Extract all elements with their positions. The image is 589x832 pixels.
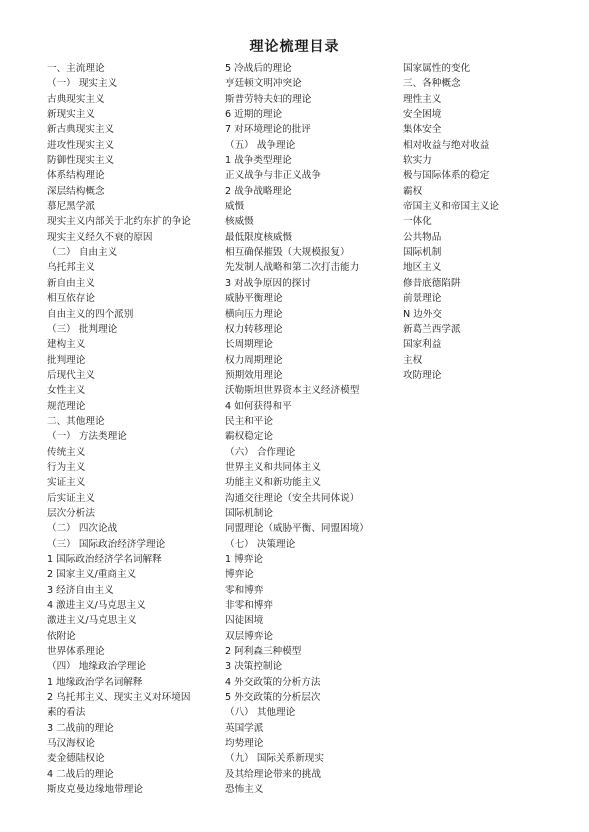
toc-entry: 横向压力理论 bbox=[225, 308, 283, 320]
toc-entry: 世界体系理论 bbox=[47, 646, 105, 658]
toc-entry: 国家利益 bbox=[403, 339, 442, 351]
toc-entry: 1 地缘政治学名词解释 bbox=[47, 676, 143, 688]
toc-entry: 3 对战争原因的探讨 bbox=[225, 277, 311, 289]
toc-column-2 bbox=[225, 61, 401, 798]
toc-entry: 及其给理论带来的挑战 bbox=[225, 768, 321, 780]
toc-entry: 2 战争战略理论 bbox=[225, 185, 292, 197]
toc-entry: 新古典现实主义 bbox=[47, 124, 115, 136]
toc-entry: 女性主义 bbox=[47, 385, 86, 397]
toc-entry: 3 二战前的理论 bbox=[47, 722, 114, 734]
toc-entry: 权力周期理论 bbox=[225, 354, 283, 366]
toc-entry: 亨廷顿文明冲突论 bbox=[225, 78, 302, 90]
toc-entry: （三） 国际政治经济学理论 bbox=[47, 538, 166, 550]
toc-entry: 2 国家主义/重商主义 bbox=[47, 569, 137, 581]
toc-entry: 一体化 bbox=[403, 216, 432, 228]
toc-entry: 素的看法 bbox=[47, 707, 86, 719]
toc-entry: 沟通交往理论（安全共同体说） bbox=[225, 492, 360, 504]
toc-entry: 前景理论 bbox=[403, 293, 442, 305]
toc-entry: 国际机制 bbox=[403, 247, 442, 259]
toc-entry: 核威慑 bbox=[225, 216, 254, 228]
toc-entry: 规范理论 bbox=[47, 400, 86, 412]
toc-entry: 1 博弈论 bbox=[225, 554, 263, 565]
toc-entry: 威胁平衡理论 bbox=[225, 293, 283, 305]
toc-entry: 斯普劳特夫妇的理论 bbox=[225, 93, 312, 105]
toc-entry: 修昔底德陷阱 bbox=[403, 277, 461, 289]
toc-entry: 零和博弈 bbox=[225, 584, 264, 596]
toc-entry: 权力转移理论 bbox=[225, 323, 283, 335]
toc-entry: 极与国际体系的稳定 bbox=[403, 170, 490, 182]
toc-entry: 恐怖主义 bbox=[225, 784, 264, 796]
toc-entry: 一、主流理论 bbox=[47, 63, 105, 74]
toc-entry: 威慑 bbox=[225, 201, 245, 213]
toc-entry: 均势理论 bbox=[225, 738, 264, 750]
toc-entry: 沃勒斯坦世界资本主义经济模型 bbox=[225, 385, 360, 397]
toc-entry: 民主和平论 bbox=[225, 415, 273, 427]
toc-entry: 英国学派 bbox=[225, 722, 264, 734]
toc-entry: 同盟理论（威胁平衡、同盟困境） bbox=[225, 523, 369, 535]
toc-entry: 4 激进主义/马克思主义 bbox=[47, 600, 146, 612]
toc-entry: 5 外交政策的分析层次 bbox=[225, 692, 321, 704]
toc-entry: （二） 自由主义 bbox=[47, 247, 118, 259]
toc-entry: 现实主义经久不衰的原因 bbox=[47, 231, 153, 243]
toc-entry: 麦金德陆权论 bbox=[47, 753, 105, 765]
toc-entry: （二） 四次论战 bbox=[47, 523, 118, 535]
toc-entry: 后现代主义 bbox=[47, 369, 95, 381]
toc-entry: （一） 方法类理论 bbox=[47, 431, 127, 443]
toc-entry: 霸权 bbox=[403, 185, 423, 197]
toc-entry: 依附论 bbox=[47, 630, 76, 642]
toc-entry: 新葛兰西学派 bbox=[403, 323, 461, 335]
toc-entry: 理性主义 bbox=[403, 93, 442, 105]
toc-entry: 双层博弈论 bbox=[225, 630, 273, 642]
toc-entry: 5 冷战后的理论 bbox=[225, 63, 292, 74]
toc-entry: 非零和博弈 bbox=[225, 600, 273, 612]
toc-entry: （八） 其他理论 bbox=[225, 707, 296, 719]
toc-entry: 软实力 bbox=[403, 155, 432, 167]
toc-entry: 相对收益与绝对收益 bbox=[403, 139, 490, 151]
toc-entry: 4 外交政策的分析方法 bbox=[225, 676, 321, 688]
toc-entry: 4 如何获得和平 bbox=[225, 400, 292, 412]
toc-entry: N 边外交 bbox=[403, 308, 443, 320]
toc-entry: 长周期理论 bbox=[225, 339, 273, 351]
toc-entry: 慕尼黑学派 bbox=[47, 201, 95, 213]
toc-entry: （六） 合作理论 bbox=[225, 446, 296, 458]
toc-entry: 进攻性现实主义 bbox=[47, 139, 115, 151]
toc-entry: 6 近期的理论 bbox=[225, 109, 283, 121]
toc-entry: 后实证主义 bbox=[47, 492, 95, 504]
toc-entry: 攻防理论 bbox=[403, 369, 442, 381]
toc-entry: 囚徒困境 bbox=[225, 615, 264, 627]
toc-entry: 世界主义和共同体主义 bbox=[225, 461, 321, 473]
toc-entry: 层次分析法 bbox=[47, 507, 95, 519]
toc-entry: 霸权稳定论 bbox=[225, 431, 273, 443]
toc-entry: 1 战争类型理论 bbox=[225, 155, 292, 167]
toc-entry: 二、其他理论 bbox=[47, 415, 105, 427]
toc-entry: 斯皮克曼边缘地带理论 bbox=[47, 784, 143, 796]
toc-entry: 预期效用理论 bbox=[225, 369, 283, 381]
toc-entry: 博弈论 bbox=[225, 569, 254, 581]
toc-entry: 自由主义的四个派别 bbox=[47, 308, 134, 320]
toc-entry: 体系结构理论 bbox=[47, 170, 105, 182]
toc-entry: 马汉海权论 bbox=[47, 738, 95, 750]
toc-entry: 先发制人战略和第二次打击能力 bbox=[225, 262, 360, 274]
toc-entry: 1 国际政治经济学名词解释 bbox=[47, 554, 162, 565]
toc-entry: 最低限度核威慑 bbox=[225, 231, 293, 243]
toc-entry: （三） 批判理论 bbox=[47, 323, 118, 335]
toc-entry: （七） 决策理论 bbox=[225, 538, 296, 550]
toc-entry: 安全困境 bbox=[403, 109, 442, 121]
toc-entry: 传统主义 bbox=[47, 446, 86, 458]
toc-entry: （四） 地缘政治学理论 bbox=[47, 661, 146, 673]
toc-entry: 国际机制论 bbox=[225, 507, 273, 519]
toc-entry: 集体安全 bbox=[403, 124, 442, 136]
page-title: 理论梳理目录 bbox=[249, 39, 340, 55]
toc-entry: 相互依存论 bbox=[47, 293, 95, 305]
toc-entry: 行为主义 bbox=[47, 461, 86, 473]
toc-entry: 新现实主义 bbox=[47, 109, 95, 121]
toc-entry: 现实主义内部关于北约东扩的争论 bbox=[47, 216, 191, 228]
toc-entry: 实证主义 bbox=[47, 477, 86, 489]
toc-entry: 功能主义和新功能主义 bbox=[225, 477, 321, 489]
toc-entry: 2 乌托邦主义、现实主义对环境因 bbox=[47, 692, 191, 704]
toc-entry: （九） 国际关系新现实 bbox=[225, 753, 324, 765]
toc-entry: 3 经济自由主义 bbox=[47, 584, 114, 596]
toc-entry: 深层结构概念 bbox=[47, 185, 105, 197]
toc-entry: 2 阿利森三种模型 bbox=[225, 646, 302, 658]
toc-entry: 新自由主义 bbox=[47, 277, 95, 289]
toc-entry: 4 二战后的理论 bbox=[47, 768, 114, 780]
toc-entry: （五） 战争理论 bbox=[225, 139, 296, 151]
toc-entry: 帝国主义和帝国主义论 bbox=[403, 201, 499, 213]
toc-entry: 乌托邦主义 bbox=[47, 262, 95, 274]
toc-entry: 主权 bbox=[403, 354, 423, 366]
toc-entry: 防御性现实主义 bbox=[47, 155, 115, 167]
toc-entry: 相互确保摧毁（大规模报复） bbox=[225, 247, 350, 259]
toc-entry: 古典现实主义 bbox=[47, 93, 105, 105]
toc-column-1 bbox=[47, 61, 219, 798]
toc-entry: 国家属性的变化 bbox=[403, 63, 471, 74]
toc-entry: 正义战争与非正义战争 bbox=[225, 170, 321, 182]
toc-entry: 建构主义 bbox=[47, 339, 86, 351]
toc-entry: 3 决策控制论 bbox=[225, 661, 283, 673]
toc-entry: （一） 现实主义 bbox=[47, 78, 118, 90]
toc-entry: 地区主义 bbox=[403, 262, 442, 274]
toc-column-3 bbox=[403, 61, 573, 383]
toc-entry: 三、各种概念 bbox=[403, 78, 461, 90]
toc-entry: 7 对环境理论的批评 bbox=[225, 124, 311, 136]
toc-entry: 激进主义/马克思主义 bbox=[47, 615, 137, 627]
toc-entry: 公共物品 bbox=[403, 231, 442, 243]
toc-entry: 批判理论 bbox=[47, 354, 86, 366]
